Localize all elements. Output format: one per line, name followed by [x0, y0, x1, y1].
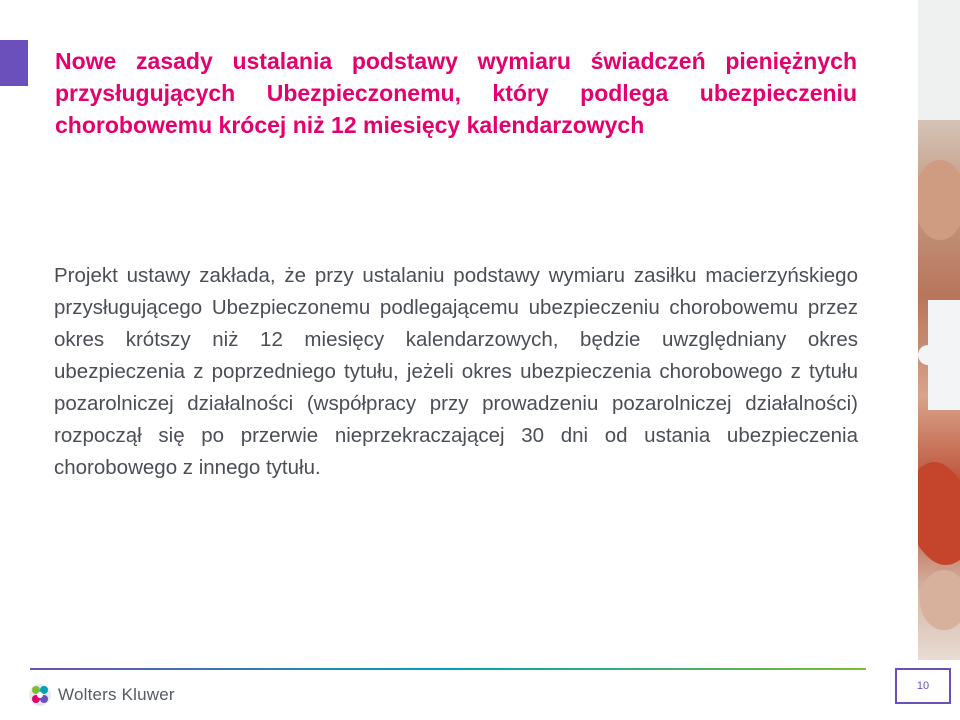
wolters-kluwer-logo: [28, 680, 175, 710]
footer-divider: [30, 668, 866, 670]
side-puzzle-photo: [918, 0, 960, 660]
wolters-kluwer-globe-icon: [28, 683, 52, 707]
title-accent-bar: [0, 40, 28, 86]
page-number: 10: [895, 668, 951, 704]
logo-text: Wolters Kluwer: [58, 685, 175, 704]
slide-body-text: Projekt ustawy zakłada, że przy ustalaniu podstawy wymiaru zasiłku macierzyńskiego przysługującego Ubezpieczonemu podlegającemu ubezpieczeniu chorobowemu przez okres krótszy niż 12 miesięcy kalendarzowych, będzie uwzględniany okres ubezpieczenia z poprzedniego tytułu, jeżeli okres ubezpieczenia chorobowego z tytułu pozarolniczej działalności (współpracy przy prowadzeniu pozarolniczej działalności) rozpoczął się po przerwie nieprzekraczającej 30 dni od ustania ubezpieczenia chorobowego z innego tytułu.: [54, 264, 858, 479]
slide-title: Nowe zasady ustalania podstawy wymiaru świadczeń pieniężnych przysługujących Ubezpieczonemu, który podlega ubezpieczeniu chorobowemu krócej niż 12 miesięcy kalendarzowych: [55, 48, 857, 138]
